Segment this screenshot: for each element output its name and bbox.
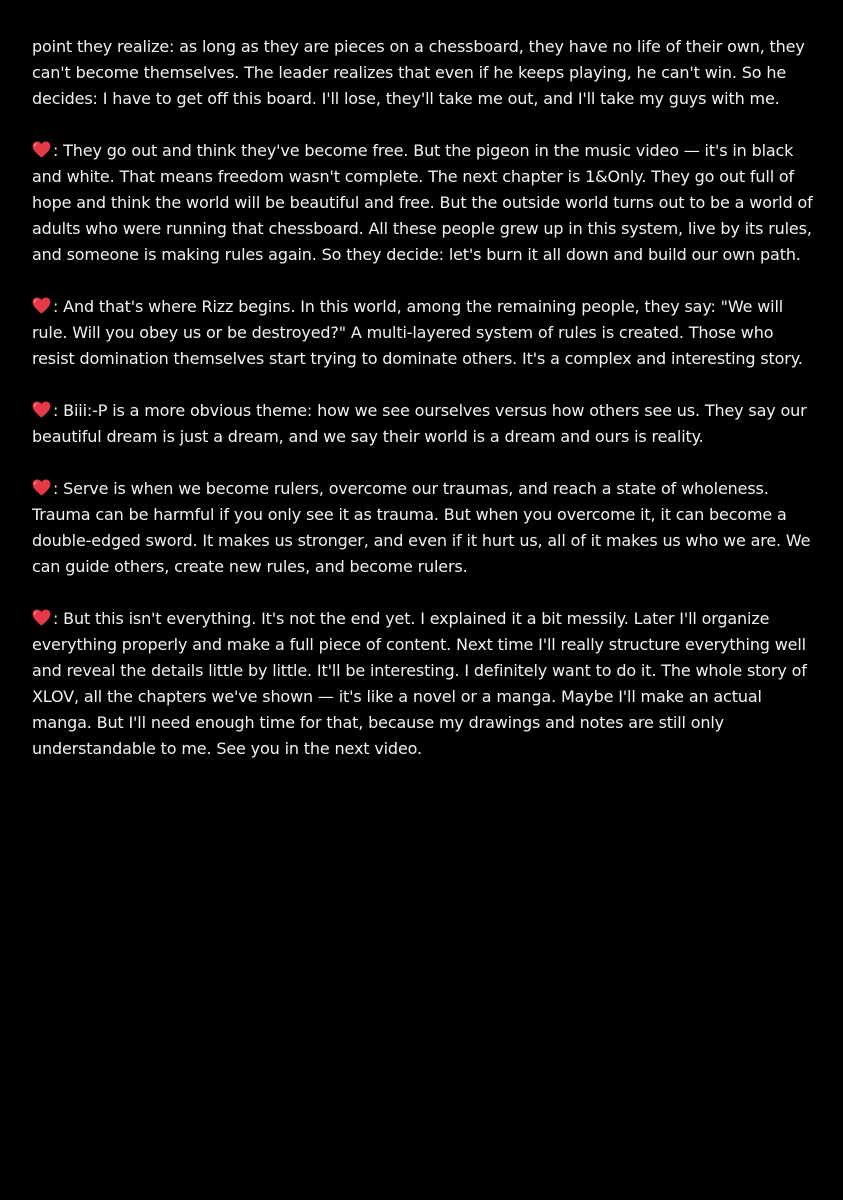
- red-heart-icon: [32, 609, 51, 626]
- paragraph-text: : But this isn't everything. It's not the end yet. I explained it a bit messily. Later I'll organize everything properly and make a full piece of content. Next time I'll really structure everything well and reveal the details little by little. It'll be interesting. I definitely want to do it. The whole story of XLOV, all the chapters we've shown — it's like a novel or a manga. Maybe I'll make an actual manga. But I'll need enough time for that, because my drawings and notes are still only understandable to me. See you in the next video.: [32, 609, 807, 758]
- paragraph-4: [32, 398, 817, 450]
- red-heart-icon: [32, 297, 51, 314]
- paragraph-3: [32, 294, 817, 372]
- paragraph-text: : Serve is when we become rulers, overcome our traumas, and reach a state of wholeness. Trauma can be harmful if you only see it as trauma. But when you overcome it, it can become a double-edged sword. It makes us stronger, and even if it hurt us, all of it makes us who we are. We can guide others, create new rules, and become rulers.: [32, 479, 811, 576]
- paragraph-text: : They go out and think they've become free. But the pigeon in the music video — it's in black and white. That means freedom wasn't complete. The next chapter is 1&Only. They go out full of hope and think the world will be beautiful and free. But the outside world turns out to be a world of adults who were running that chessboard. All these people grew up in this system, live by its rules, and someone is making rules again. So they decide: let's burn it all down and build our own path.: [32, 141, 813, 264]
- paragraph-5: [32, 476, 817, 580]
- paragraph-text: : And that's where Rizz begins. In this world, among the remaining people, they say: "We will rule. Will you obey us or be destroyed?" A multi-layered system of rules is created. Those who resist domination themselves start trying to dominate others. It's a complex and interesting story.: [32, 297, 803, 368]
- red-heart-icon: [32, 141, 51, 158]
- red-heart-icon: [32, 401, 51, 418]
- paragraph-2: [32, 138, 817, 268]
- paragraph-text: point they realize: as long as they are pieces on a chessboard, they have no life of their own, they can't become themselves. The leader realizes that even if he keeps playing, he can't win. So he decides: I have to get off this board. I'll lose, they'll take me out, and I'll take my guys with me.: [32, 37, 805, 108]
- paragraph-6: [32, 606, 817, 762]
- paragraph-text: : Biii:-P is a more obvious theme: how we see ourselves versus how others see us. They say our beautiful dream is just a dream, and we say their world is a dream and ours is reality.: [32, 401, 807, 446]
- paragraph-1: [32, 34, 817, 112]
- document-text: [32, 34, 817, 788]
- red-heart-icon: [32, 479, 51, 496]
